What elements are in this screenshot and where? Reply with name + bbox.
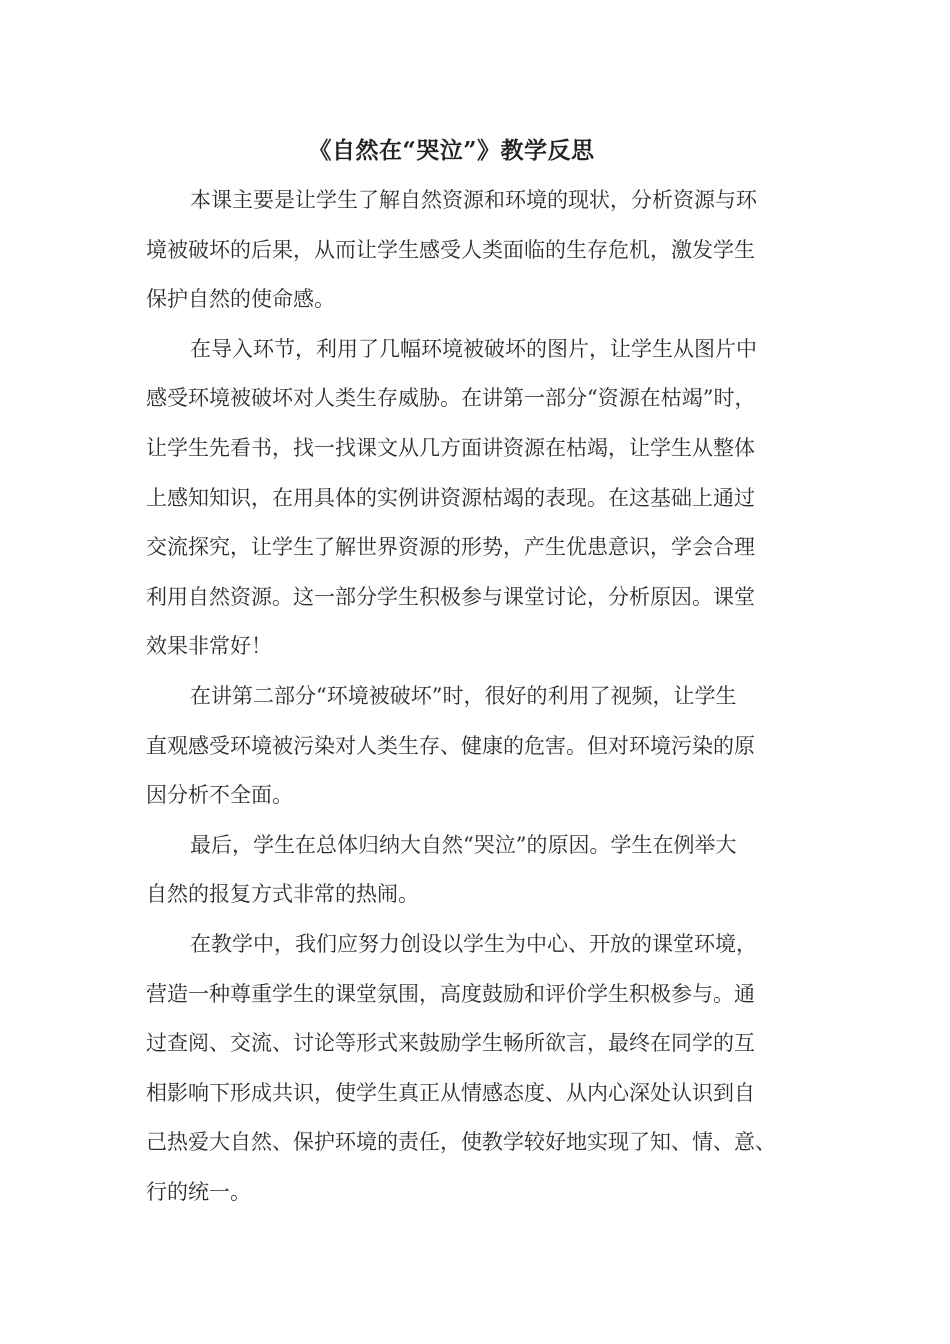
paragraph-2-line-7: 效果非常好！	[146, 634, 272, 659]
paragraph-3-line-1: 在讲第二部分“环境被破坏”时，很好的利用了视频，让学生	[190, 683, 737, 708]
paragraph-2-line-6: 利用自然资源。这一部分学生积极参与课堂讨论，分析原因。课堂	[146, 584, 755, 609]
document-title: 《自然在“哭泣”》教学反思	[308, 137, 595, 164]
paragraph-5-line-4: 相影响下形成共识，使学生真正从情感态度、从内心深处认识到自	[146, 1080, 755, 1105]
paragraph-1-line-2: 境被破坏的后果，从而让学生感受人类面临的生存危机，激发学生	[146, 237, 755, 262]
paragraph-3-line-3: 因分析不全面。	[146, 783, 293, 808]
paragraph-2-line-1: 在导入环节，利用了几幅环境被破坏的图片，让学生从图片中	[190, 336, 757, 361]
paragraph-1-line-3: 保护自然的使命感。	[146, 287, 335, 312]
document-body	[146, 176, 806, 1217]
paragraph-5-line-3: 过查阅、交流、讨论等形式来鼓励学生畅所欲言，最终在同学的互	[146, 1031, 755, 1056]
paragraph-3-line-2: 直观感受环境被污染对人类生存、健康的危害。但对环境污染的原	[146, 733, 755, 758]
paragraph-5-line-5: 己热爱大自然、保护环境的责任，使教学较好地实现了知、情、意、	[146, 1130, 776, 1155]
paragraph-4-line-2: 自然的报复方式非常的热闹。	[146, 882, 419, 907]
paragraph-2-line-5: 交流探究，让学生了解世界资源的形势，产生优患意识，学会合理	[146, 535, 755, 560]
paragraph-5-line-1: 在教学中，我们应努力创设以学生为中心、开放的课堂环境，	[190, 931, 757, 956]
paragraph-5-line-2: 营造一种尊重学生的课堂氛围，高度鼓励和评价学生积极参与。通	[146, 981, 755, 1006]
paragraph-5-line-6: 行的统一。	[146, 1179, 251, 1204]
paragraph-1-line-1: 本课主要是让学生了解自然资源和环境的现状，分析资源与环	[190, 188, 757, 212]
paragraph-2-line-3: 让学生先看书，找一找课文从几方面讲资源在枯竭，让学生从整体	[146, 435, 755, 460]
paragraph-4-line-1: 最后，学生在总体归纳大自然“哭泣”的原因。学生在例举大	[190, 832, 737, 857]
paragraph-2-line-2: 感受环境被破坏对人类生存威胁。在讲第一部分“资源在枯竭”时，	[146, 386, 756, 411]
paragraph-2-line-4: 上感知知识，在用具体的实例讲资源枯竭的表现。在这基础上通过	[146, 485, 755, 510]
